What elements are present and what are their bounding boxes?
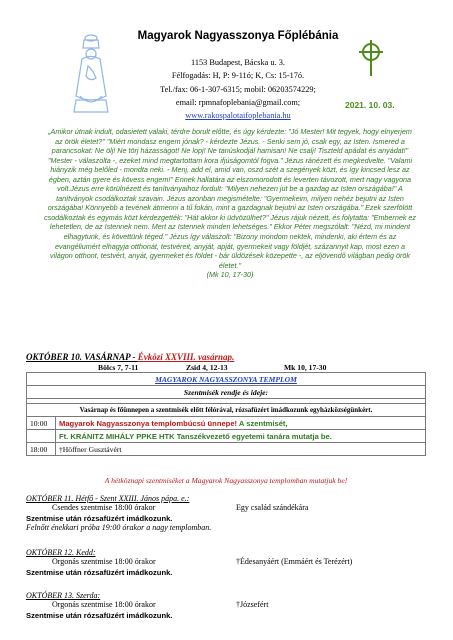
schedule-title: Szentmisék rendje és ideje: — [27, 386, 426, 399]
mass-type: Csendes szentmise 18:00 órakor — [52, 503, 156, 512]
mass-description — [56, 417, 426, 430]
mass-type: Orgonás szentmise 18:00 órakor — [52, 600, 156, 609]
table-row — [27, 430, 426, 443]
sunday-date: OKTÓBER 10. VASÁRNAP - — [26, 352, 138, 362]
mass-time: 10:00 — [27, 417, 56, 430]
mass-row — [26, 557, 436, 568]
day-tuesday — [26, 548, 436, 577]
reading-ref: 10, 17-30 — [295, 363, 327, 372]
reading-label: Zsid — [186, 363, 201, 372]
celebrant — [56, 430, 426, 443]
madonna-statue-icon — [66, 26, 114, 122]
rosary-line: Szentmise után rózsafüzért imádkozunk. — [26, 568, 173, 577]
mass-time: 18:00 — [27, 443, 56, 456]
mass-time-empty — [27, 430, 56, 443]
church-name: MAGYAROK NAGYASSZONYA TEMPLOM — [27, 373, 426, 386]
bulletin-date: 2021. 10. 03. — [345, 100, 395, 110]
day-monday — [26, 494, 436, 532]
reading-label: Bölcs — [98, 363, 116, 372]
gospel-text — [44, 127, 416, 280]
reading-ref: 4, 12-13 — [200, 363, 228, 372]
rosary-note: Vasárnap és főünnepen a szentmisék előtt félórával, rózsafüzért imádkozunk egyházközségünkért. — [27, 404, 426, 417]
table-row — [27, 417, 426, 430]
weekday-note: A hétköznapi szentmiséket a Magyarok Nagyasszonya templomban mutatjuk be! — [104, 476, 348, 485]
table-row — [27, 443, 426, 456]
day-heading: OKTÓBER 12. Kedd: — [26, 548, 96, 557]
rosary-line: Szentmise után rózsafüzért imádkozunk. — [26, 611, 173, 620]
rosary-line: Szentmise után rózsafüzért imádkozunk. — [26, 514, 173, 523]
sunday-heading — [26, 352, 446, 362]
choir-note: Felnőtt énekkari próba 19:00 órakor a nagy templomban. — [26, 523, 212, 532]
day-wednesday — [26, 591, 436, 620]
mass-intention: †Édesanyáért (Emmáért és Terézért) — [236, 557, 353, 566]
sunday-section — [26, 352, 446, 374]
mass-intention: †Józsefért — [236, 600, 269, 609]
celebrant-intro: A szentmisét, — [237, 418, 288, 428]
celebrant-name: Ft. KRÁNITZ MIHÁLY PPKE HTK Tanszékvezető egyetemi tanára mutatja be. — [59, 431, 332, 441]
feast-title: Magyarok Nagyasszonya templombúcsú ünnepe! — [59, 418, 238, 428]
reading-ref: 7, 7-11 — [115, 363, 139, 372]
gospel-body: „Amikor útnak indult, odasietett valaki, térdre borult előtte, és úgy kérdezte: "Jó Mester! Mit tegyek, hogy elnyerjem az örök életet?" "Miért mondasz engem jónak? - kérdezte Jézus. - Senki sem jó, csak egy, az Isten. Ismered a parancsokat: Ne ölj! Ne törj házasságot! Ne lopj! Ne tanúskodjál hamisan! Ne csalj! Tiszteld apádat és anyádat!" "Mester - válaszolta -, ezeket mind megtartottam kora ifjúságomtól fogva." Jézus ránézett és megkedvelte. "Valami hiányzik még belőled - mondta neki. - Menj, add el, amid van, oszd szét a szegények közt, és így kincsed lesz az égben, aztán gyere és kövess engem!" Ennek hallatára az elszomorodott és leverten távozott, mert nagy vagyona volt.Jézus erre körülnézett és tanítványaihoz fordult: "Milyen nehezen jut be a gazdag az Isten országába!" A tanítványok csodálkoztak szavain. Jézus azonban megismételte: "Gyermekeim, milyen nehéz bejutni az Isten országába! Könnyebb a tevének átmenni a tű fokán, mint a gazdagnak bejutni az Isten országába." Ezek szerfölött csodálkoztak és egymás közt kérdezgették: "Hát akkor ki üdvözülhet?" Jézus rájuk nézett, és folytatta: "Embernek ez lehetetlen, de az Istennek nem. Mert az Istennek minden lehetséges." Ekkor Péter megszólalt: "Nézd, mi mindent elhagytunk, és követtünk téged." Jézus így válaszolt: "Bizony mondom nektek, mindenki, aki értem és az evangéliumért elhagyja otthonát, testvéreit, anyját, apját, gyermekeit vagy földjét, százannyit kap, most ezen a világon otthont, testvért, anyát, gyermeket és földet - bár üldözések közepette -, az eljövendő világban pedig örök életet." — [44, 127, 416, 270]
reading-label: Mk — [284, 363, 296, 372]
mass-row — [26, 600, 436, 611]
gospel-reference: (Mk 10, 17-30) — [206, 270, 254, 280]
mass-schedule-table — [26, 372, 426, 456]
mass-intention: †Höffner Gusztávért — [56, 443, 426, 456]
parish-contact-info — [120, 56, 356, 122]
address: 1153 Budapest, Bácska u. 3. — [191, 58, 285, 67]
parish-title: Magyarok Nagyasszonya Főplébánia — [137, 30, 339, 42]
day-heading: OKTÓBER 11. Hétfő - Szent XXIII. János pápa. e.: — [26, 494, 190, 503]
sunday-subtitle: Évközi XXVIII. vasárnap. — [137, 352, 235, 362]
email: email: rpmnafoplebania@gmail.com; — [175, 97, 301, 107]
day-heading: OKTÓBER 13. Szerda: — [26, 591, 101, 600]
phone: Tel./fax: 06-1-307-6315; mobil: 06203574229; — [160, 84, 316, 94]
mass-type: Orgonás szentmise 18:00 órakor — [52, 557, 156, 566]
celtic-cross-icon — [356, 38, 386, 78]
mass-intention: Egy család szándékára — [236, 503, 309, 512]
mass-row — [26, 503, 436, 514]
office-hours: Félfogadás: H, P: 9-11ó; K, Cs: 15-17ó. — [171, 71, 305, 81]
website-link[interactable]: www.rakospalotaifoplebania.hu — [185, 111, 291, 121]
